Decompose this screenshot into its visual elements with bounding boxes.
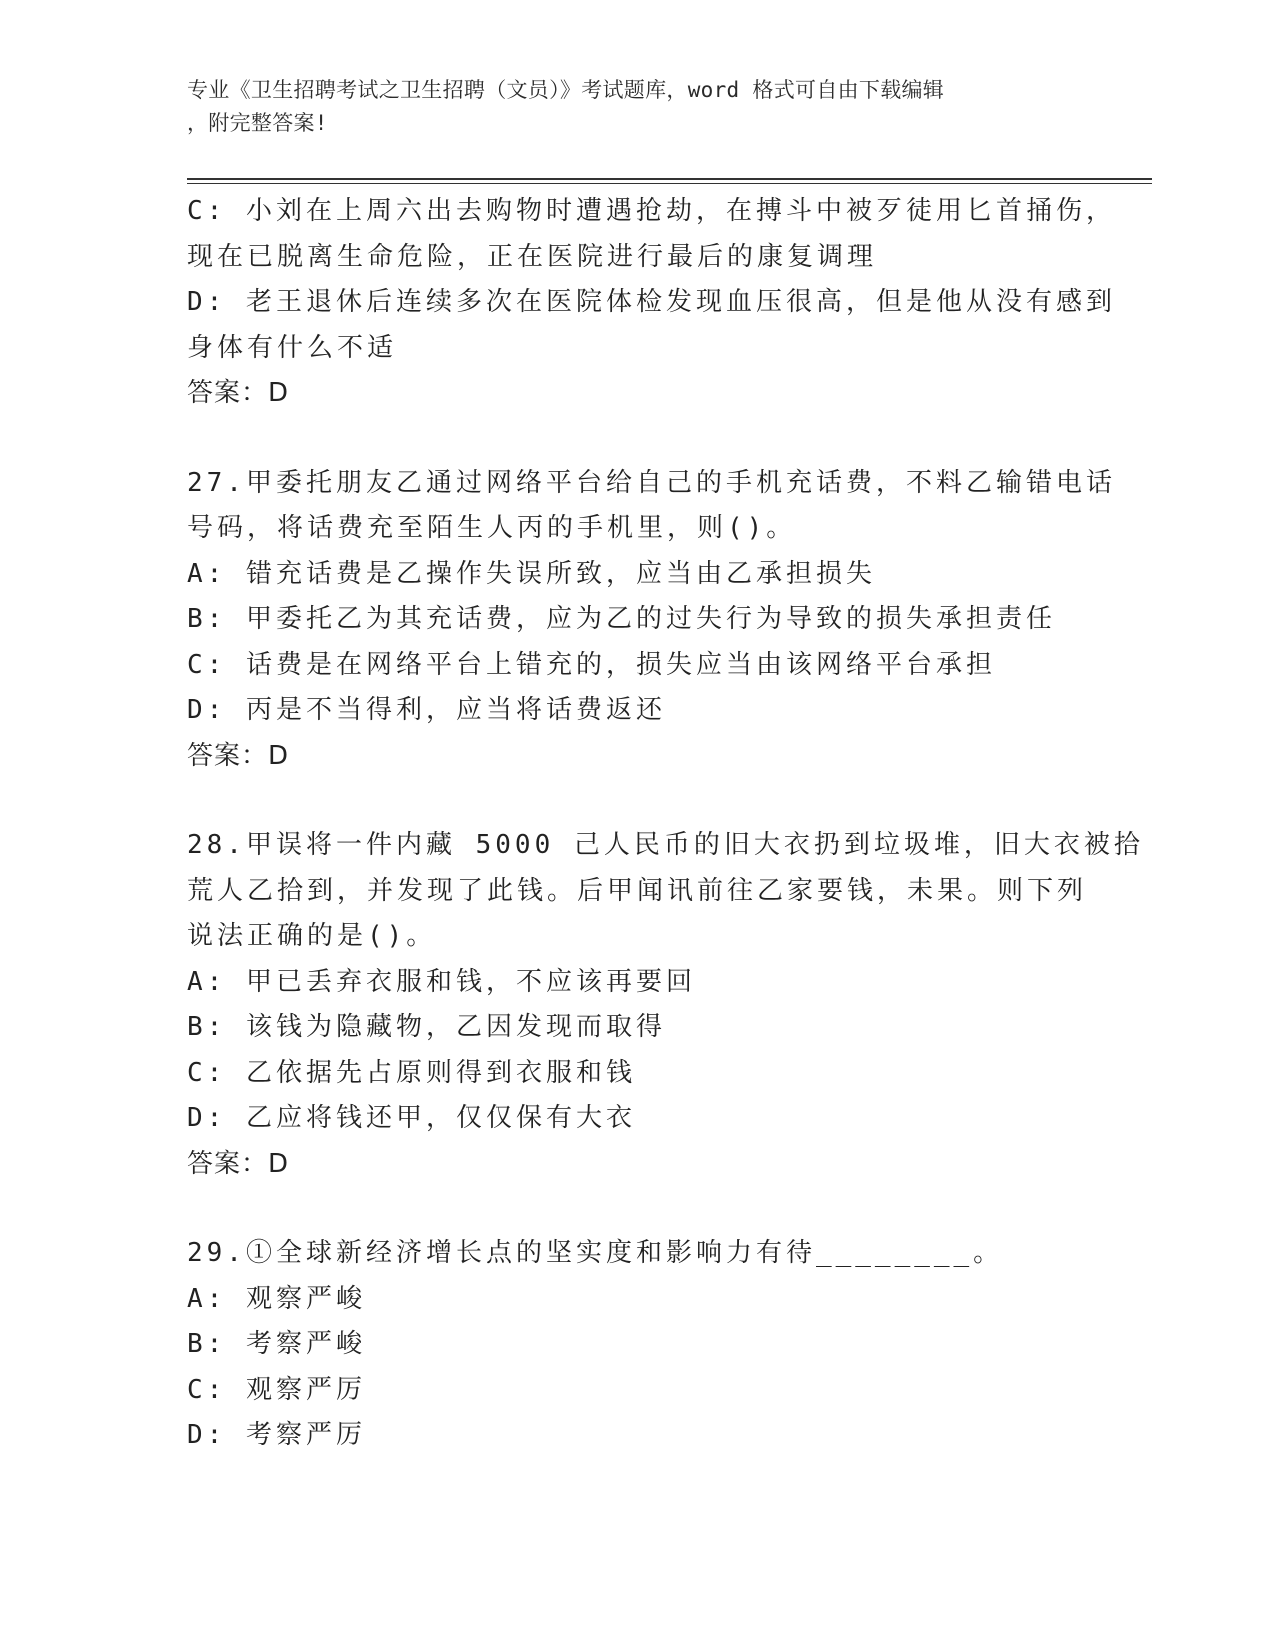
spacer bbox=[187, 417, 1087, 461]
question-29-option-d: D: 考察严厉 bbox=[187, 1420, 366, 1450]
question-26-option-c-line-1: C: 小刘在上周六出去购物时遭遇抢劫，在搏斗中被歹徒用匕首捅伤， bbox=[187, 196, 1116, 226]
question-29-option-b: B: 考察严峻 bbox=[187, 1329, 366, 1359]
question-26-option-c-line-2: 现在已脱离生命危险，正在医院进行最后的康复调理 bbox=[187, 241, 878, 272]
question-28-option-c: C: 乙依据先占原则得到衣服和钱 bbox=[187, 1057, 636, 1088]
header-line-1: 专业《卫生招聘考试之卫生招聘（文员）》考试题库，word 格式可自由下载编辑 bbox=[187, 78, 945, 102]
question-27-stem-line-2: 号码，将话费充至陌生人丙的手机里，则()。 bbox=[187, 513, 797, 543]
question-29-option-c: C: 观察严厉 bbox=[187, 1374, 366, 1405]
question-28-block bbox=[187, 823, 1144, 1187]
question-28-option-a: A: 甲已丢弃衣服和钱，不应该再要回 bbox=[187, 966, 696, 997]
question-28-stem-line-3: 说法正确的是()。 bbox=[187, 921, 437, 951]
question-content bbox=[187, 189, 1144, 1459]
question-28-option-d: D: 乙应将钱还甲，仅仅保有大衣 bbox=[187, 1103, 636, 1133]
question-28-answer: 答案：D bbox=[187, 1148, 290, 1179]
question-27-stem-line-1: 27.甲委托朋友乙通过网络平台给自己的手机充话费，不料乙输错电话 bbox=[187, 467, 1116, 498]
question-28-option-b: B: 该钱为隐藏物，乙因发现而取得 bbox=[187, 1012, 666, 1042]
document-header bbox=[187, 74, 1067, 140]
header-line-2: ，附完整答案! bbox=[187, 111, 328, 135]
question-27-answer: 答案：D bbox=[187, 740, 290, 771]
question-26-option-d-line-2: 身体有什么不适 bbox=[187, 332, 398, 363]
question-28-stem-line-1: 28.甲误将一件内藏 5000 己人民币的旧大衣扔到垃圾堆，旧大衣被拾 bbox=[187, 830, 1144, 860]
question-29-stem-line-1: 29.①全球新经济增长点的坚实度和影响力有待________。 bbox=[187, 1238, 1004, 1268]
question-28-stem-line-2: 荒人乙拾到，并发现了此钱。后甲闻讯前往乙家要钱，未果。则下列 bbox=[187, 875, 1088, 906]
question-26-answer: 答案：D bbox=[187, 378, 290, 408]
question-26-block bbox=[187, 189, 1116, 417]
question-29-option-a: A: 观察严峻 bbox=[187, 1283, 366, 1314]
question-27-option-d: D: 丙是不当得利，应当将话费返还 bbox=[187, 695, 666, 725]
question-27-block bbox=[187, 461, 1116, 780]
spacer bbox=[187, 1187, 1087, 1231]
question-29-block bbox=[187, 1231, 1087, 1459]
question-27-option-c: C: 话费是在网络平台上错充的，损失应当由该网络平台承担 bbox=[187, 649, 996, 680]
header-divider-thick bbox=[187, 178, 1152, 180]
header-divider-thin bbox=[187, 183, 1152, 184]
question-27-option-b: B: 甲委托乙为其充话费，应为乙的过失行为导致的损失承担责任 bbox=[187, 604, 1056, 634]
spacer bbox=[187, 779, 1087, 823]
question-27-option-a: A: 错充话费是乙操作失误所致，应当由乙承担损失 bbox=[187, 558, 876, 589]
question-26-option-d-line-1: D: 老王退休后连续多次在医院体检发现血压很高，但是他从没有感到 bbox=[187, 287, 1116, 317]
